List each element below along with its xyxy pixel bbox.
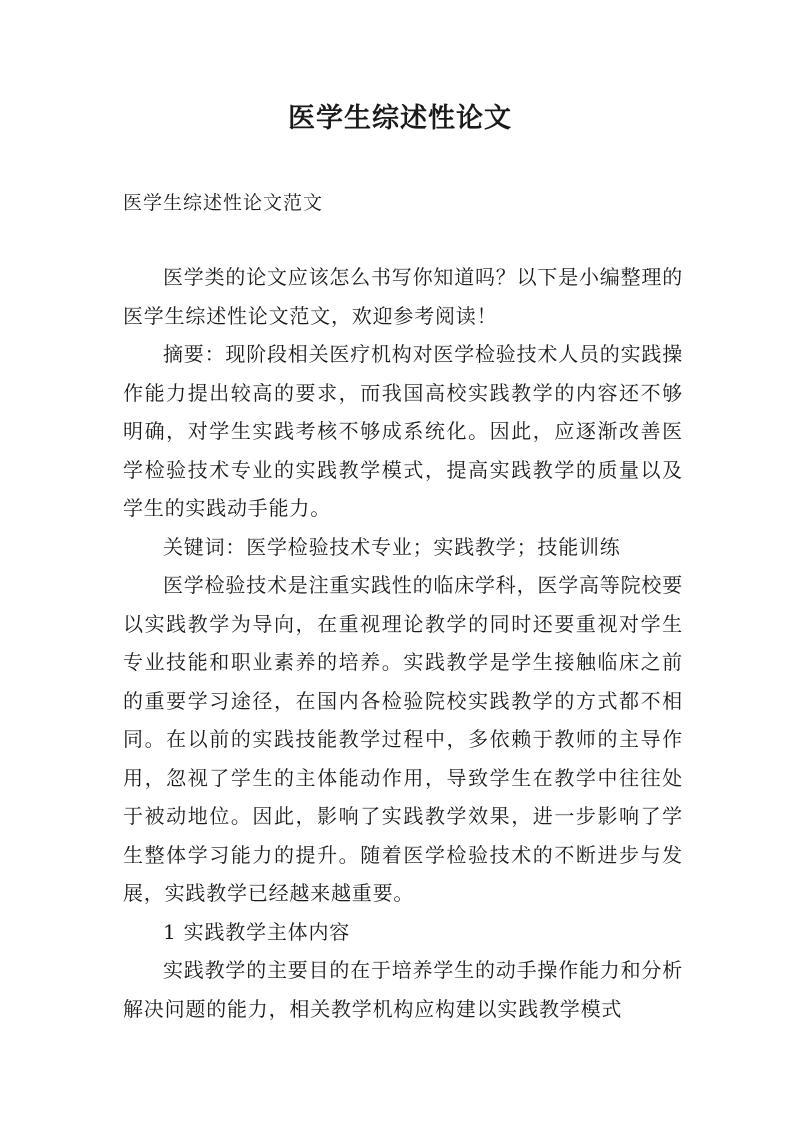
paragraph-main: 医学检验技术是注重实践性的临床学科，医学高等院校要以实践教学为导向，在重视理论教学的同时还要重视对学生专业技能和职业素养的培养。实践教学是学生接触临床之前的重要学习途径，在国内各检验院校实践教学的方式都不相同。在以前的实践技能教学过程中，多依赖于教师的主导作用，忽视了学生的主体能动作用，导致学生在教学中往往处于被动地位。因此，影响了实践教学效果，进一步影响了学生整体学习能力的提升。随着医学检验技术的不断进步与发展，实践教学已经越来越重要。 [123, 573, 683, 905]
document-body [123, 258, 683, 1028]
section-heading: 1 实践教学主体内容 [163, 919, 351, 944]
paragraph-section-body: 实践教学的主要目的在于培养学生的动手操作能力和分析解决问题的能力，相关教学机构应构建以实践教学模式 [123, 958, 683, 1021]
paragraph-abstract: 摘要：现阶段相关医疗机构对医学检验技术人员的实践操作能力提出较高的要求，而我国高校实践教学的内容还不够明确，对学生实践考核不够成系统化。因此，应逐渐改善医学检验技术专业的实践教学模式，提高实践教学的质量以及学生的实践动手能力。 [123, 342, 683, 520]
document-title: 医学生综述性论文 [288, 103, 512, 134]
paragraph-intro: 医学类的论文应该怎么书写你知道吗？以下是小编整理的医学生综述性论文范文，欢迎参考阅读！ [123, 265, 683, 328]
paragraph-keywords: 关键词：医学检验技术专业；实践教学；技能训练 [163, 534, 621, 559]
document-subtitle: 医学生综述性论文范文 [123, 192, 324, 214]
